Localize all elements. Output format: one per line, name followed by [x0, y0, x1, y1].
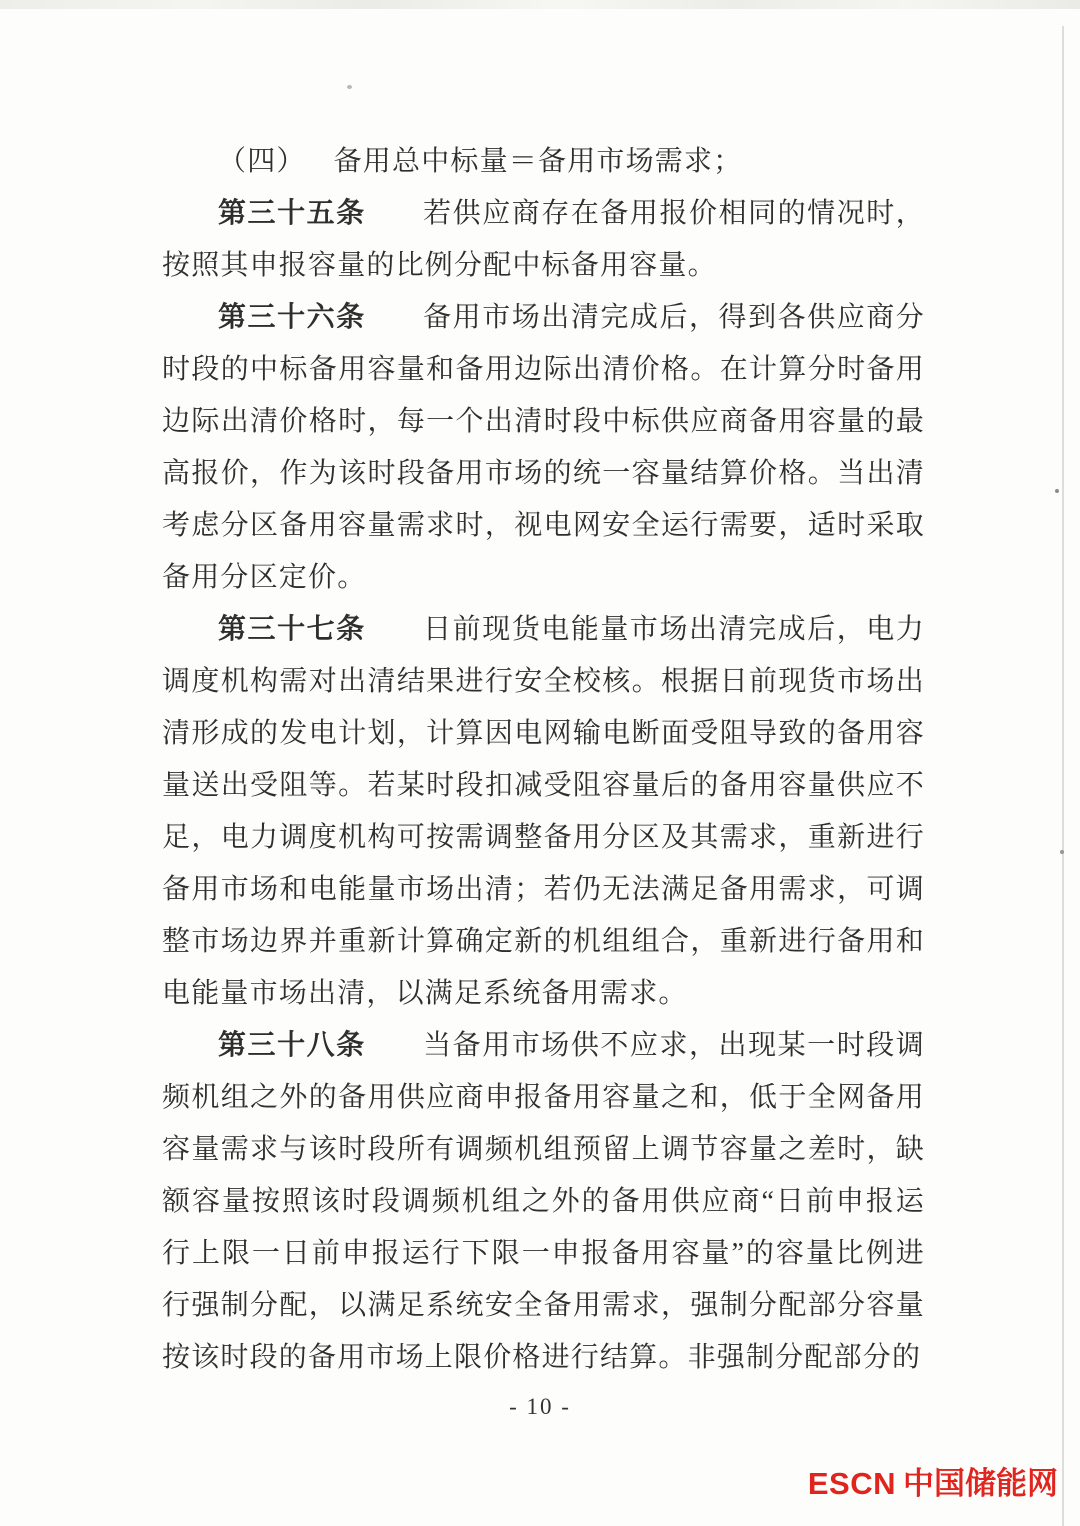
page-number: - 10 -: [509, 1394, 571, 1419]
clause-37-heading: 第三十七条: [218, 614, 366, 645]
escn-logo: [808, 1467, 1058, 1501]
list-item-four-label: （四）: [218, 146, 306, 177]
clause-35-paragraph: [162, 188, 925, 292]
clause-36-text: 备用市场出清完成后，得到各供应商分时段的中标备用容量和备用边际出清价格。在计算分时备用边际出清价格时，每一个出清时段中标供应商备用容量的最高报价，作为该时段备用市场的统一容量结算价格。当出清考虑分区备用容量需求时，视电网安全运行需要，适时采取备用分区定价。: [162, 302, 925, 593]
escn-site-name: 中国储能网: [903, 1466, 1058, 1501]
scan-speck: [1060, 850, 1064, 854]
list-item-four: [162, 136, 925, 188]
clause-38-heading: 第三十八条: [218, 1030, 366, 1061]
scan-speck: [347, 85, 352, 89]
clause-36-paragraph: [162, 292, 925, 604]
scan-artifact-right-edge: [1062, 26, 1064, 1526]
escn-logo-text: ESCN: [807, 1466, 896, 1501]
clause-35-heading: 第三十五条: [218, 198, 366, 229]
clause-35-text: 若供应商存在备用报价相同的情况时，按照其申报容量的比例分配中标备用容量。: [162, 198, 925, 281]
clause-37-text: 日前现货电能量市场出清完成后，电力调度机构需对出清结果进行安全校核。根据日前现货市场出清形成的发电计划，计算因电网输电断面受阻导致的备用容量送出受阻等。若某时段扣减受阻容量后的备用容量供应不足，电力调度机构可按需调整备用分区及其需求，重新进行备用市场和电能量市场出清；若仍无法满足备用需求，可调整市场边界并重新计算确定新的机组组合，重新进行备用和电能量市场出清，以满足系统备用需求。: [162, 614, 925, 1009]
clause-36-heading: 第三十六条: [218, 302, 366, 333]
scan-artifact-top-edge: [0, 0, 1080, 9]
document-body: [162, 136, 925, 1384]
scan-speck: [1055, 489, 1059, 493]
clause-38-paragraph: [162, 1020, 925, 1384]
clause-37-paragraph: [162, 604, 925, 1020]
clause-38-text: 当备用市场供不应求，出现某一时段调频机组之外的备用供应商申报备用容量之和，低于全网备用容量需求与该时段所有调频机组预留上调节容量之差时，缺额容量按照该时段调频机组之外的备用供应商“日前申报运行上限一日前申报运行下限一申报备用容量”的容量比例进行强制分配，以满足系统安全备用需求，强制分配部分容量按该时段的备用市场上限价格进行结算。非强制分配部分的: [162, 1030, 925, 1373]
list-item-four-text: 备用总中标量＝备用市场需求；: [333, 146, 743, 177]
